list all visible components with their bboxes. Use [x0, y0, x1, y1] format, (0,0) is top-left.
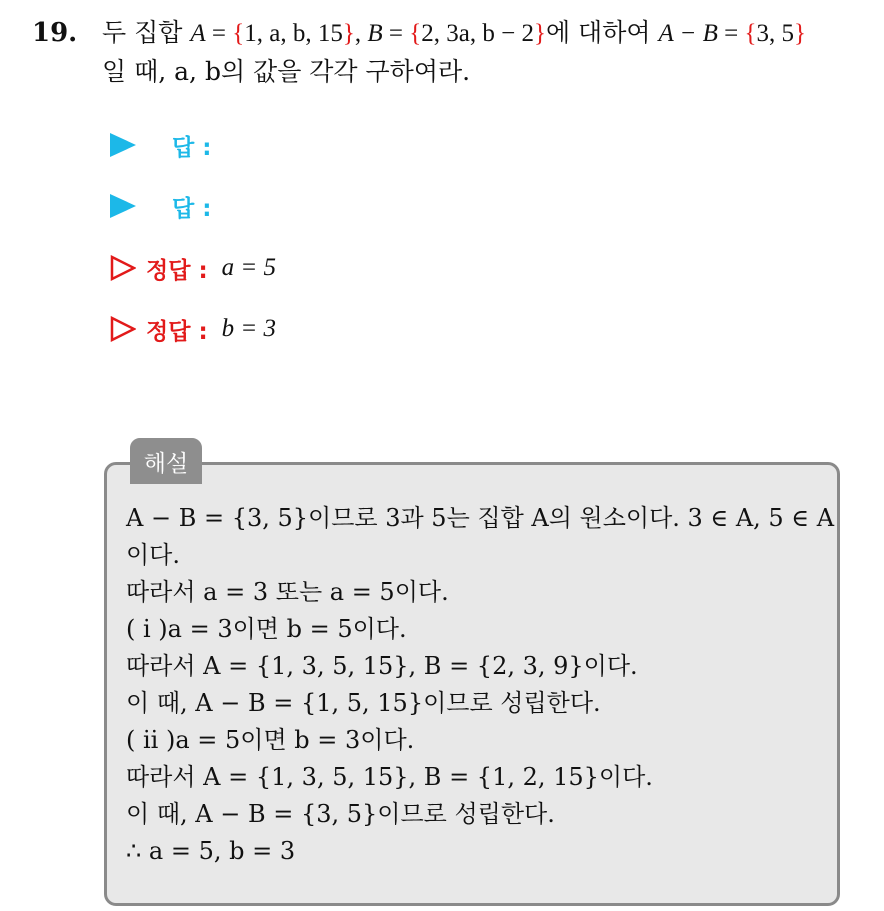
equals-diff: =: [717, 20, 745, 47]
solution-line: 따라서 a = 3 또는 a = 5이다.: [126, 578, 449, 606]
diff-open-brace: {: [744, 20, 757, 47]
correct-label: 정답 :: [146, 257, 208, 284]
solution-line: 따라서 A = {1, 3, 5, 15}, B = {2, 3, 9}이다.: [126, 652, 638, 680]
solution-line: ( i )a = 3이면 b = 5이다.: [126, 615, 407, 643]
problem-prefix: 두 집합: [102, 18, 191, 47]
correct-label: 정답 :: [146, 318, 208, 345]
solution-line: ( ii )a = 5이면 b = 3이다.: [126, 726, 415, 754]
correct-value: a = 5: [221, 254, 277, 281]
solution-tab: 해설: [130, 438, 202, 484]
outline-arrow-icon: [110, 316, 136, 342]
set-a-open-brace: {: [232, 20, 245, 47]
answer-label: 답 :: [172, 195, 212, 222]
solution-line: A − B = {3, 5}이므로 3과 5는 집합 A의 원소이다. 3 ∈ A, 5 ∈ A: [126, 504, 835, 532]
solution-line: ∴ a = 5, b = 3: [126, 837, 296, 865]
set-a-items: 1, a, b, 15: [244, 20, 343, 47]
set-b-close-brace: }: [533, 20, 546, 47]
problem-number: 19.: [32, 18, 78, 48]
set-b-items: 2, 3a, b − 2: [421, 20, 534, 47]
set-b-open-brace: {: [409, 20, 422, 47]
set-a-close-brace: }: [342, 20, 355, 47]
solution-text: [126, 500, 836, 870]
solution-line: 따라서 A = {1, 3, 5, 15}, B = {1, 2, 15}이다.: [126, 763, 653, 791]
solution-line: 이 때, A − B = {3, 5}이므로 성립한다.: [126, 800, 555, 828]
diff-items: 3, 5: [756, 20, 795, 47]
outline-arrow-icon: [110, 255, 136, 281]
equals-b: =: [382, 20, 410, 47]
answer-label: 답 :: [172, 134, 212, 161]
problem: [32, 14, 872, 91]
answer-row-2: [110, 189, 225, 223]
equals-a: =: [205, 20, 233, 47]
answer-row-1: [110, 128, 225, 162]
solution-line: 이다.: [126, 541, 180, 569]
problem-mid-text: 에 대하여: [545, 18, 659, 47]
problem-text: [102, 14, 872, 91]
comma: ,: [354, 20, 368, 47]
diff-close-brace: }: [794, 20, 807, 47]
correct-row-2: [110, 312, 276, 346]
solution-line: 이 때, A − B = {1, 5, 15}이므로 성립한다.: [126, 689, 601, 717]
play-arrow-icon: [110, 194, 136, 218]
problem-line-2: 일 때, a, b의 값을 각각 구하여라.: [102, 57, 471, 86]
correct-row-1: [110, 251, 276, 285]
difference-expr: A − B: [658, 20, 718, 47]
problem-line-1: [102, 14, 872, 53]
set-b-name: B: [367, 20, 383, 47]
correct-value: b = 3: [221, 315, 277, 342]
play-arrow-icon: [110, 133, 136, 157]
set-a-name: A: [190, 20, 206, 47]
